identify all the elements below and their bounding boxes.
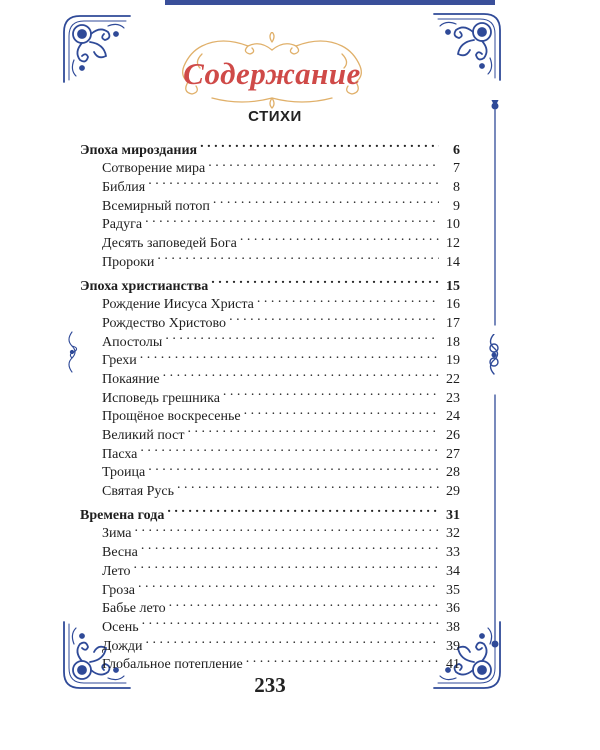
- toc-entry-title: Исповедь грешника: [102, 390, 220, 406]
- toc-entry-title: Библия: [102, 180, 146, 196]
- toc-entry-page: 31: [446, 507, 460, 523]
- corner-ornament-icon: [432, 10, 504, 82]
- dot-leader: [163, 364, 439, 383]
- toc-entry-page: 28: [446, 465, 460, 481]
- dot-leader: [229, 308, 439, 327]
- toc-entry-page: 17: [446, 315, 460, 331]
- toc-entry-title: Радуга: [102, 217, 143, 233]
- toc-entry-title: Весна: [102, 545, 138, 561]
- dot-leader: [134, 519, 439, 538]
- toc-entry-page: 41: [446, 657, 460, 673]
- table-of-contents: [80, 135, 460, 673]
- toc-entry-title: Апостолы: [102, 334, 163, 350]
- dot-leader: [146, 631, 440, 650]
- toc-entry-title: Покаяние: [102, 371, 160, 387]
- toc-entry-title: Прощёное воскресенье: [102, 409, 241, 425]
- dot-leader: [148, 172, 439, 191]
- dot-leader: [213, 191, 439, 210]
- toc-entry-title: Времена года: [80, 507, 165, 523]
- toc-entry-title: Всемирный потоп: [102, 198, 210, 214]
- toc-entry-page: 34: [446, 563, 460, 579]
- toc-entry-page: 9: [453, 198, 460, 214]
- toc-entry-title: Пророки: [102, 254, 155, 270]
- toc-entry-page: 19: [446, 353, 460, 369]
- toc-section-entry: [80, 500, 460, 523]
- toc-entry-page: 7: [453, 161, 460, 177]
- toc-entry-page: 6: [453, 142, 460, 158]
- toc-entry-page: 32: [446, 526, 460, 542]
- title-text: Содержание: [183, 56, 361, 91]
- toc-entry-page: 29: [446, 484, 460, 500]
- dot-leader: [157, 247, 439, 266]
- section-heading: СТИХИ: [248, 108, 302, 125]
- toc-entry-title: Грехи: [102, 353, 137, 369]
- page-top-edge: [165, 0, 495, 5]
- toc-entry-page: 35: [446, 582, 460, 598]
- toc-entry-title: Гроза: [102, 582, 135, 598]
- toc-entry-page: 18: [446, 334, 460, 350]
- toc-entry-title: Бабье лето: [102, 601, 166, 617]
- toc-entry-title: Осень: [102, 619, 139, 635]
- dot-leader: [211, 271, 439, 290]
- toc-entry-page: 12: [446, 236, 460, 252]
- dot-leader: [177, 476, 439, 495]
- dot-leader: [208, 154, 439, 173]
- toc-entry-page: 8: [453, 180, 460, 196]
- toc-entry-title: Эпоха христианства: [80, 278, 209, 294]
- dot-leader: [257, 290, 439, 309]
- toc-entry-title: Эпоха мироздания: [80, 142, 198, 158]
- dot-leader: [188, 420, 440, 439]
- page-number: 233: [254, 673, 286, 697]
- toc-entry-page: 24: [446, 409, 460, 425]
- corner-ornament-icon: [60, 12, 132, 84]
- toc-entry-title: Зима: [102, 526, 132, 542]
- dot-leader: [223, 383, 439, 402]
- page-title: [172, 32, 372, 110]
- toc-entry-title: Рождение Иисуса Христа: [102, 297, 254, 313]
- toc-entry-page: 23: [446, 390, 460, 406]
- toc-entry: [80, 364, 460, 387]
- toc-entry-page: 15: [446, 278, 460, 294]
- toc-entry-page: 27: [446, 446, 460, 462]
- toc-section-entry: [80, 135, 460, 158]
- toc-entry: [80, 519, 460, 542]
- toc-entry-title: Десять заповедей Бога: [102, 236, 237, 252]
- toc-entry-page: 39: [446, 638, 460, 654]
- dot-leader: [200, 135, 439, 154]
- dot-leader: [167, 500, 439, 519]
- toc-entry: [80, 575, 460, 598]
- toc-entry-title: Глобальное потепление: [102, 657, 243, 673]
- toc-entry-title: Лето: [102, 563, 131, 579]
- toc-section-entry: [80, 271, 460, 294]
- scroll-flourish-icon: [484, 334, 504, 378]
- toc-entry-page: 14: [446, 254, 460, 270]
- dot-leader: [246, 650, 439, 669]
- dot-leader: [145, 210, 439, 229]
- scroll-flourish-icon: [62, 330, 82, 374]
- dot-leader: [138, 575, 439, 594]
- toc-entry-title: Пасха: [102, 446, 138, 462]
- toc-entry-page: 10: [446, 217, 460, 233]
- dot-leader: [244, 402, 439, 421]
- toc-entry-page: 33: [446, 545, 460, 561]
- toc-entry-title: Святая Русь: [102, 484, 175, 500]
- toc-entry-title: Великий пост: [102, 428, 185, 443]
- dot-leader: [169, 594, 439, 613]
- toc-entry-page: 16: [446, 297, 460, 313]
- toc-entry: [80, 556, 460, 579]
- dot-leader: [134, 556, 439, 575]
- toc-entry: [80, 537, 460, 561]
- toc-entry-title: Рождество Христово: [102, 315, 227, 331]
- dot-leader: [142, 612, 439, 631]
- toc-entry-page: 36: [446, 601, 460, 617]
- dot-leader: [140, 346, 439, 365]
- dot-leader: [240, 228, 439, 247]
- toc-entry: [80, 594, 460, 617]
- dot-leader: [140, 439, 439, 458]
- dot-leader: [148, 458, 439, 477]
- dot-leader: [165, 327, 439, 346]
- dot-leader: [141, 537, 439, 556]
- toc-entry-title: Сотворение мира: [102, 161, 206, 177]
- toc-entry-page: 38: [446, 619, 460, 635]
- toc-entry-page: 22: [446, 371, 460, 387]
- toc-entry-title: Дожди: [102, 638, 143, 654]
- toc-entry-page: 26: [446, 428, 460, 443]
- toc-entry-title: Троица: [102, 465, 146, 481]
